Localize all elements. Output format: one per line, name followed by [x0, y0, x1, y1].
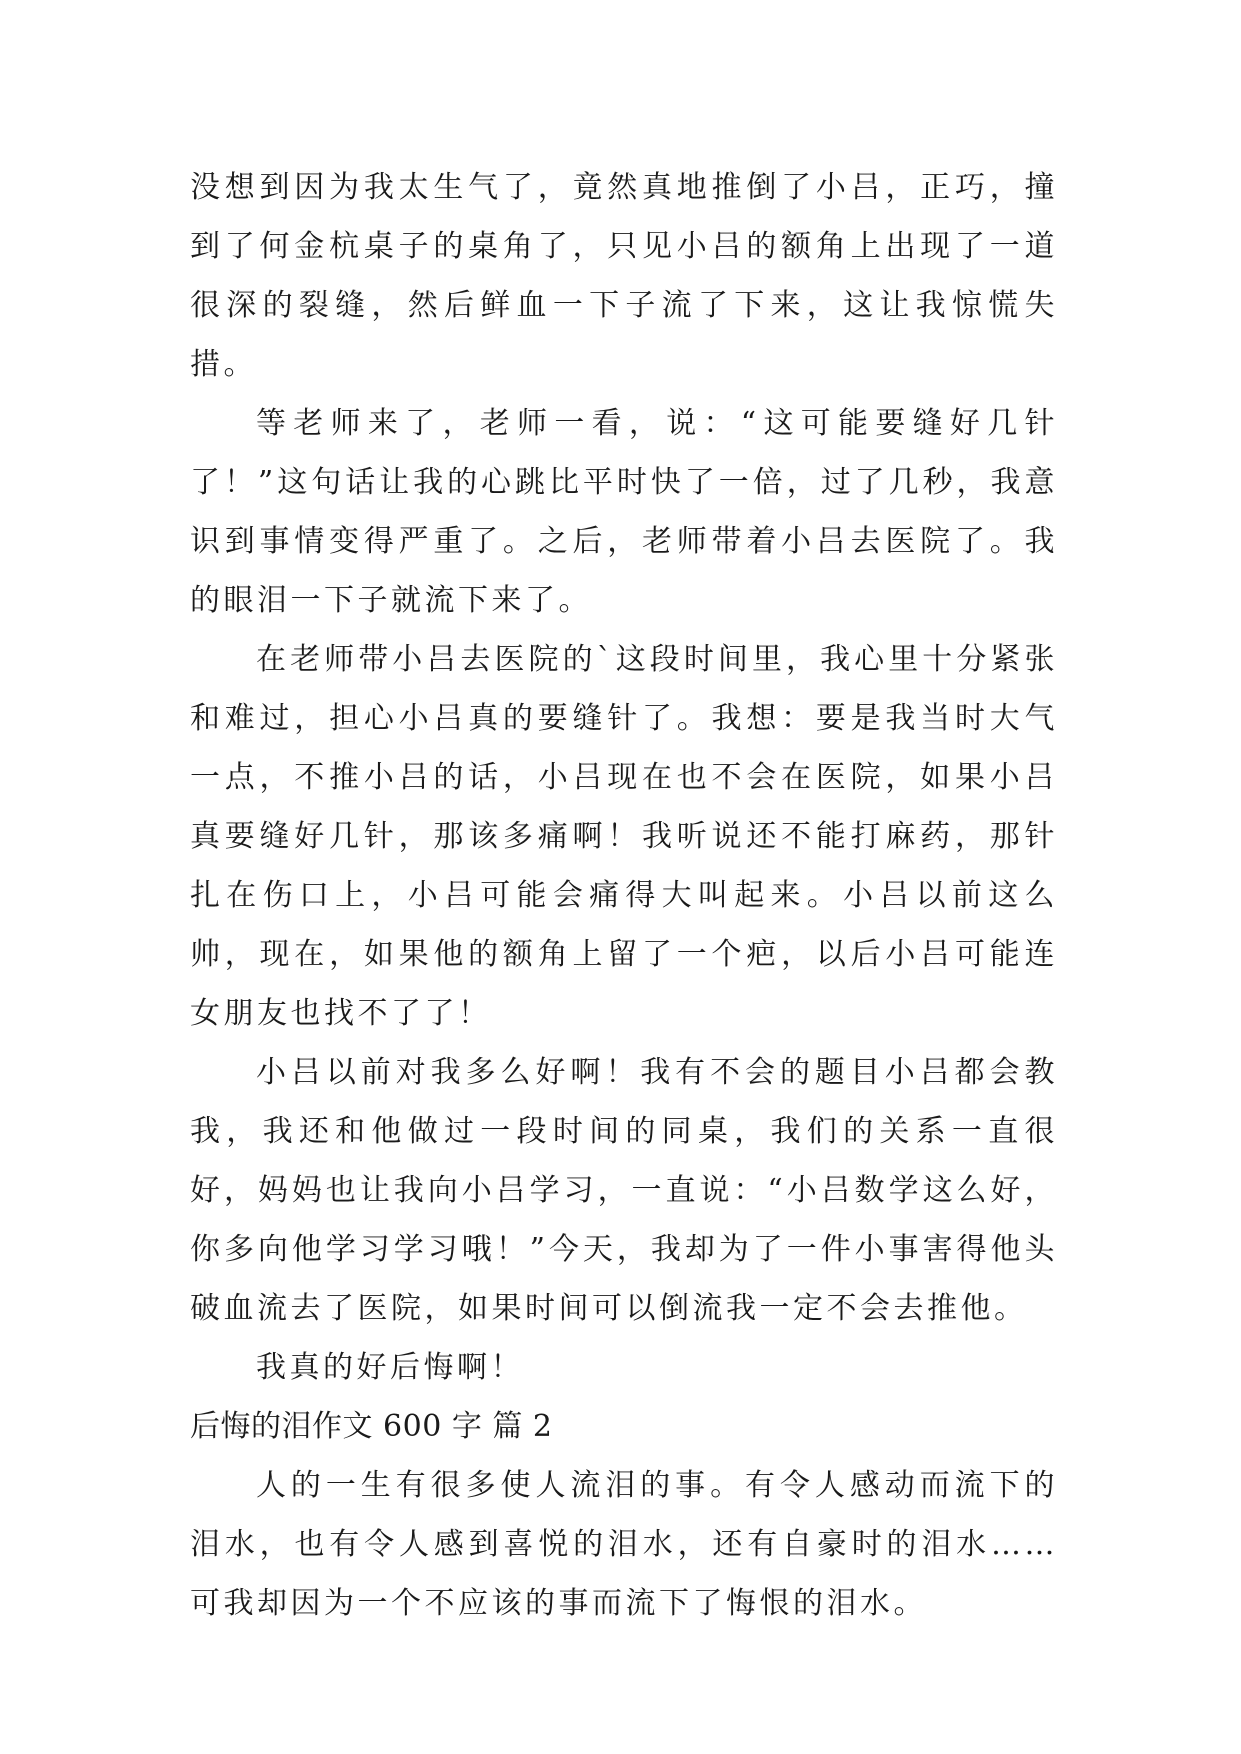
document-body	[190, 158, 1058, 1633]
paragraph: 小吕以前对我多么好啊！我有不会的题目小吕都会教我，我还和他做过一段时间的同桌，我们的关系一直很好，妈妈也让我向小吕学习，一直说：“小吕数学这么好，你多向他学习学习哦！”今天，我却为了一件小事害得他头破血流去了医院，如果时间可以倒流我一定不会去推他。	[190, 1055, 1058, 1326]
section-heading: 后悔的泪作文 600 字 篇 2	[190, 1409, 553, 1444]
paragraph: 人的一生有很多使人流泪的事。有令人感动而流下的泪水，也有令人感到喜悦的泪水，还有自豪时的泪水……可我却因为一个不应该的事而流下了悔恨的泪水。	[190, 1468, 1058, 1621]
paragraph: 没想到因为我太生气了，竟然真地推倒了小吕，正巧，撞到了何金杭桌子的桌角了，只见小吕的额角上出现了一道很深的裂缝，然后鲜血一下子流了下来，这让我惊慌失措。	[190, 170, 1058, 382]
paragraph: 等老师来了，老师一看，说：“这可能要缝好几针了！”这句话让我的心跳比平时快了一倍，过了几秒，我意识到事情变得严重了。之后，老师带着小吕去医院了。我的眼泪一下子就流下来了。	[190, 406, 1058, 618]
paragraph: 在老师带小吕去医院的`这段时间里，我心里十分紧张和难过，担心小吕真的要缝针了。我想：要是我当时大气一点，不推小吕的话，小吕现在也不会在医院，如果小吕真要缝好几针，那该多痛啊！我听说还不能打麻药，那针扎在伤口上，小吕可能会痛得大叫起来。小吕以前这么帅，现在，如果他的额角上留了一个疤，以后小吕可能连女朋友也找不了了！	[190, 642, 1058, 1031]
paragraph: 我真的好后悔啊！	[256, 1350, 524, 1385]
